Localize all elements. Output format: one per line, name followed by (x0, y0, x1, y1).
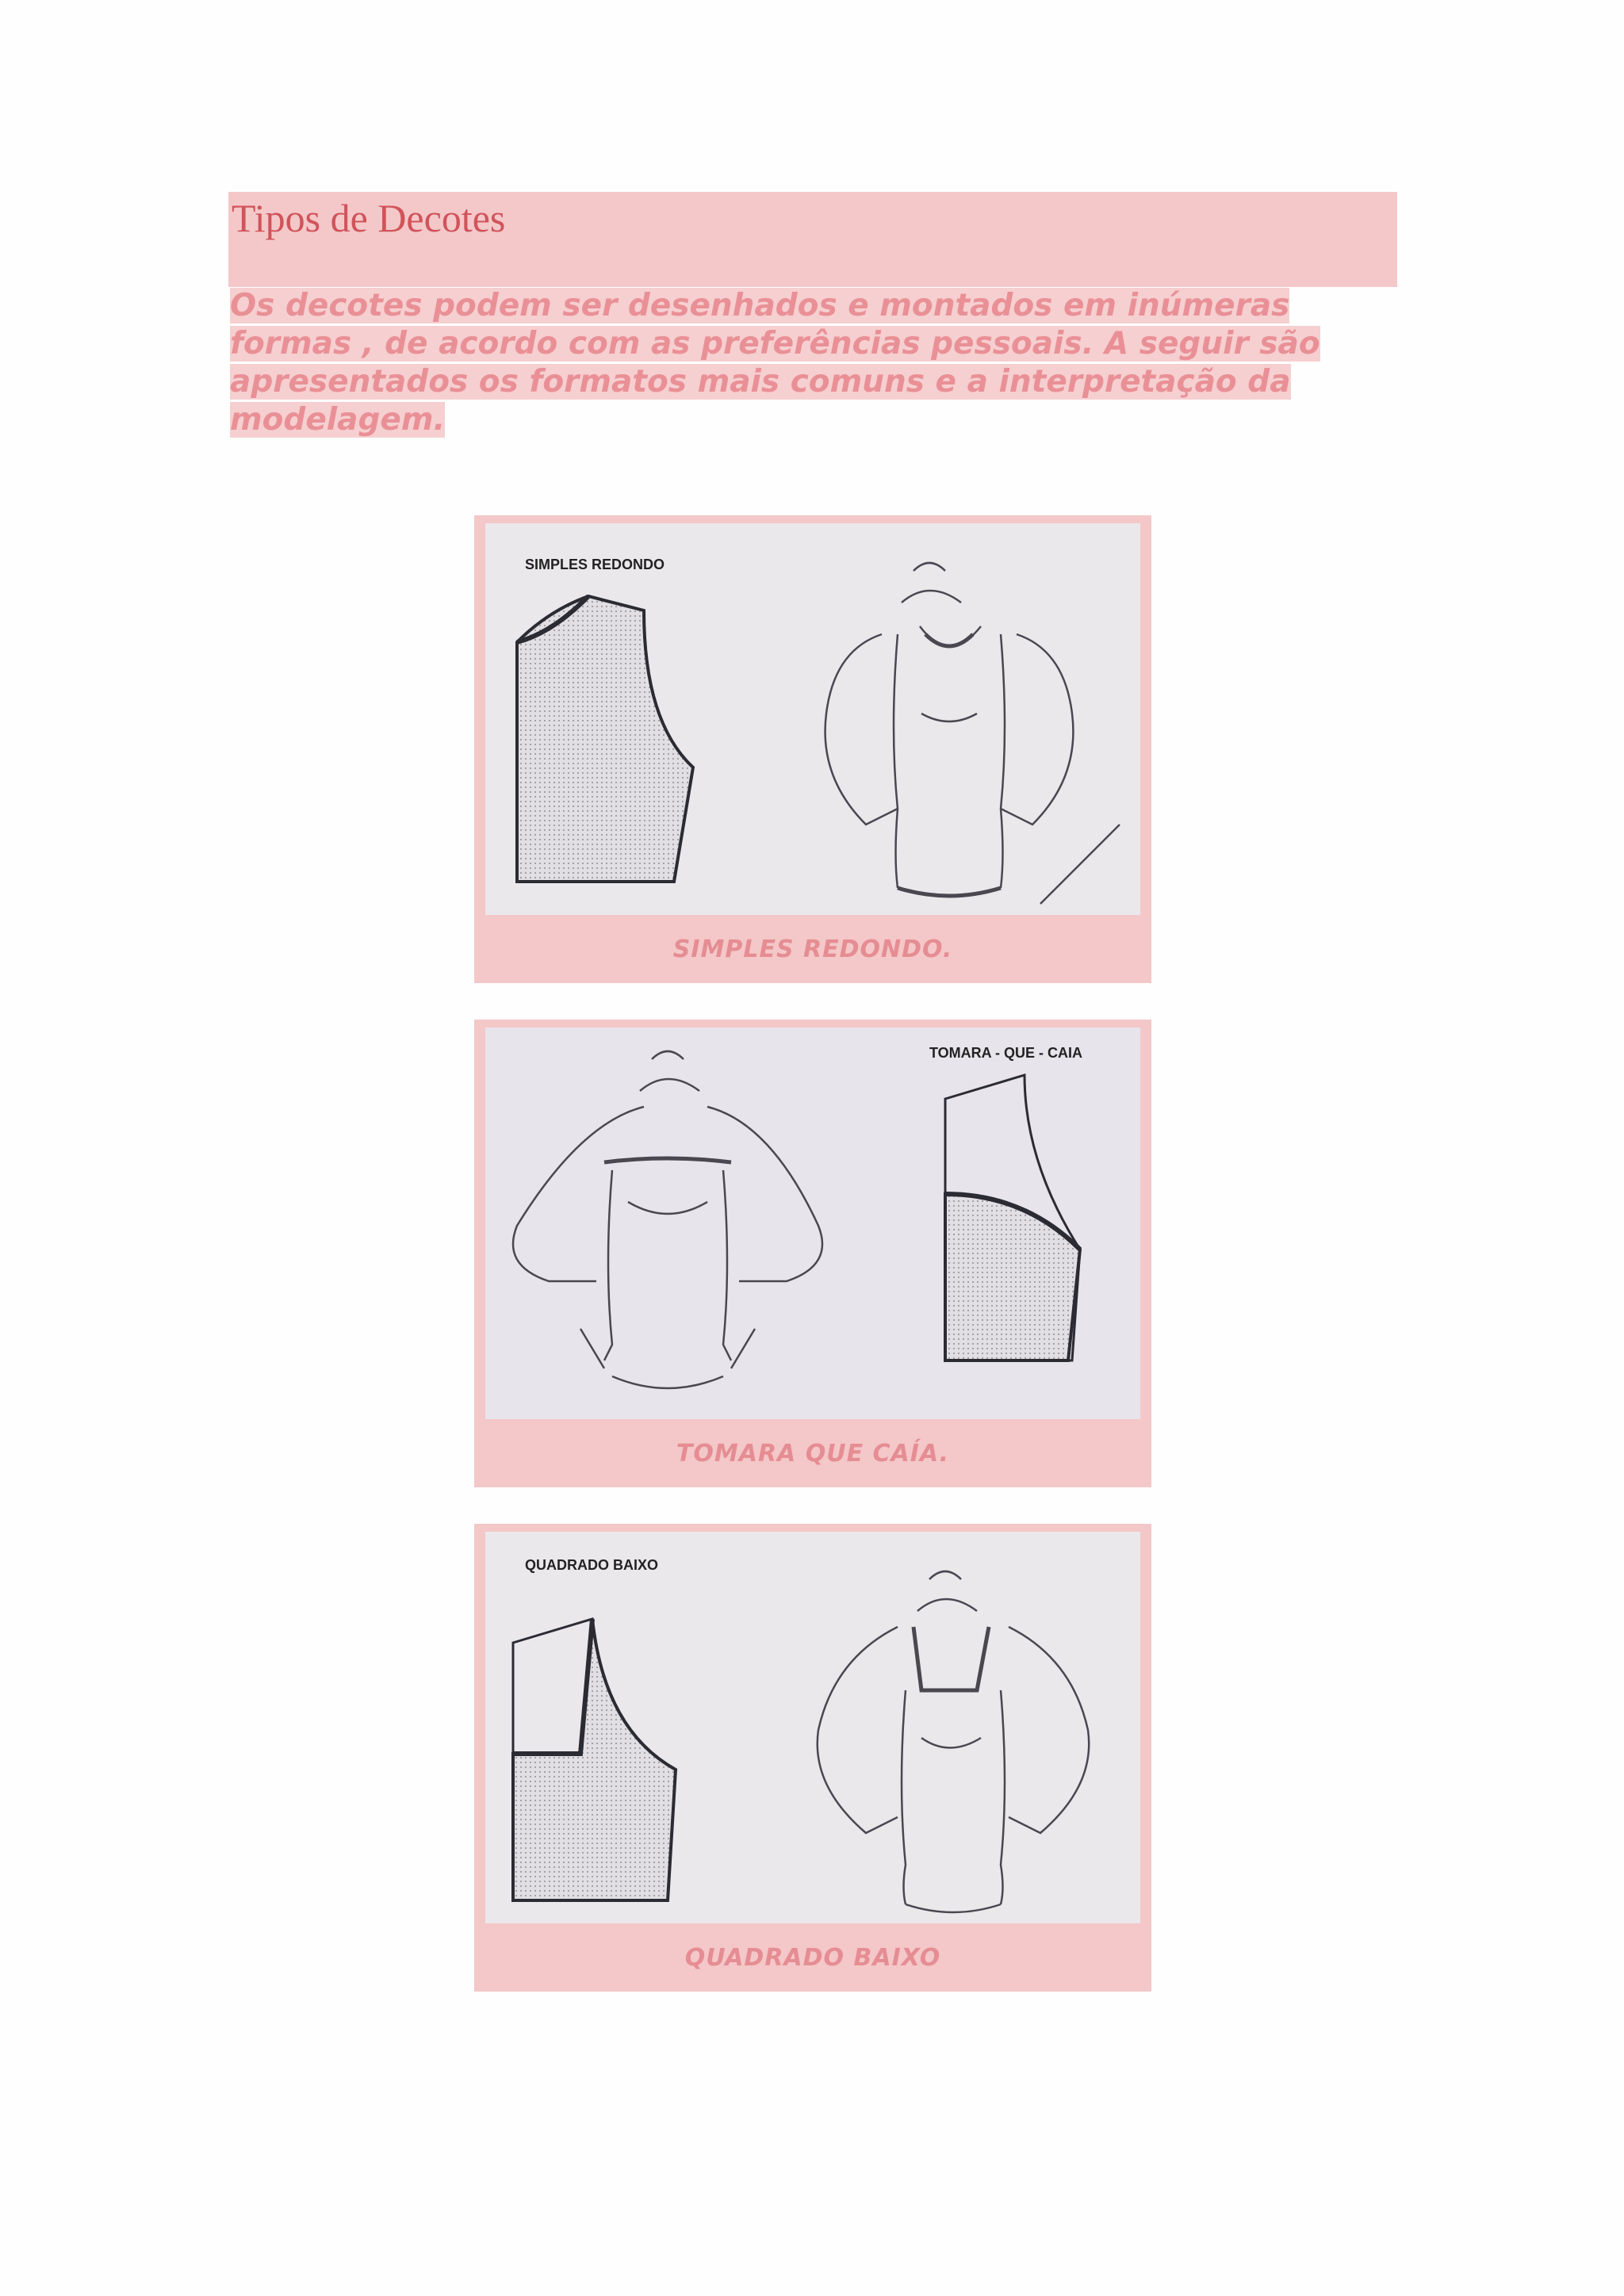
intro-line: Os decotes podem ser desenhados e montados em inúmeras (230, 288, 1290, 323)
figure-illustration (485, 1532, 1140, 1923)
figure-simples-redondo (474, 515, 1151, 983)
figure-caption: QUADRADO BAIXO (684, 1944, 941, 1972)
neckline-drawing (485, 1027, 1140, 1419)
art-label: TOMARA - QUE - CAIA (929, 1045, 1082, 1061)
art-label: QUADRADO BAIXO (525, 1557, 659, 1573)
figure-quadrado-baixo (474, 1524, 1151, 1992)
intro-line: apresentados os formatos mais comuns e a interpretação da (230, 364, 1291, 400)
intro-paragraph (230, 287, 1356, 439)
figure-illustration (485, 1027, 1140, 1419)
figure-caption: TOMARA QUE CAÍA. (676, 1440, 950, 1468)
neckline-drawing (485, 523, 1140, 915)
figure-caption: SIMPLES REDONDO. (672, 936, 953, 963)
figure-tomara-que-caia (474, 1020, 1151, 1487)
figure-illustration (485, 523, 1140, 915)
page-title: Tipos de Decotes (232, 196, 506, 240)
intro-line: formas , de acordo com as preferências pessoais. A seguir são (230, 326, 1320, 362)
art-label: SIMPLES REDONDO (525, 557, 665, 572)
neckline-drawing (485, 1532, 1140, 1923)
intro-line: modelagem. (230, 402, 446, 438)
